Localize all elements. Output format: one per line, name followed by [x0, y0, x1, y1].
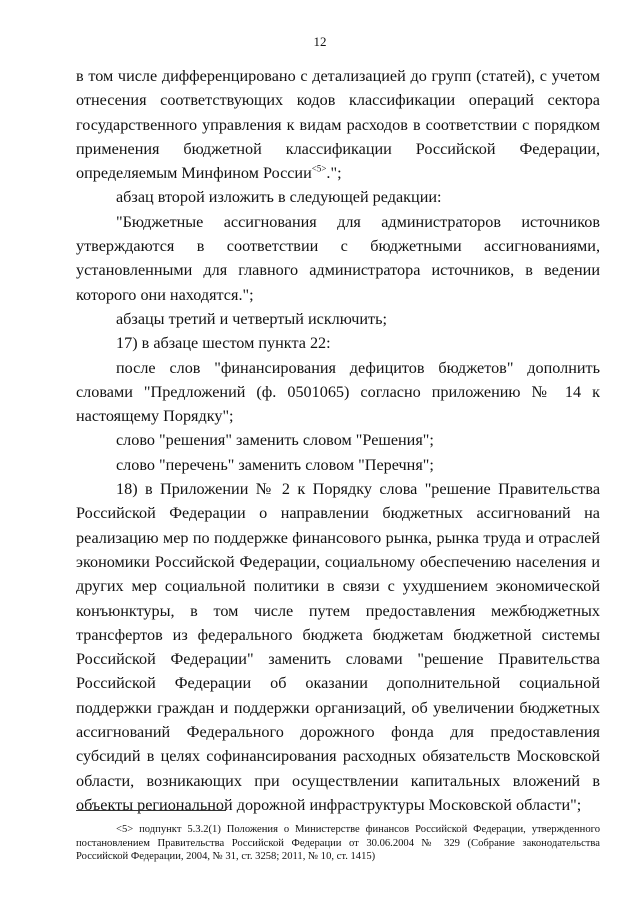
document-body	[76, 64, 600, 817]
paragraph-exclude: абзацы третий и четвертый исключить;	[116, 309, 387, 328]
paragraph-continuation	[76, 64, 600, 185]
footnote-separator	[76, 810, 226, 811]
footnote: <5> подпункт 5.3.2(1) Положения о Министерстве финансов Российской Федерации, утвержденного постановлением Правительства Российской Федерации от 30.06.2004 № 329 (Собрание законодательства Российской Федерации, 2004, № 31, ст. 3258; 2011, № 10, ст. 1415)	[76, 824, 600, 863]
footnote-reference: <5>	[311, 163, 327, 174]
paragraph-item-17: 17) в абзаце шестом пункта 22:	[116, 334, 331, 353]
paragraph-replace-resheniya: слово "решения" заменить словом "Решения";	[116, 431, 434, 450]
page-number: 12	[313, 34, 327, 49]
paragraph-abzac-second: абзац второй изложить в следующей редакции:	[116, 188, 442, 207]
paragraph-quoted-text: "Бюджетные ассигнования для администраторов источников утверждаются в соответствии с бюджетными ассигнованиями, установленными для главного администратора источников, в ведении которого они находятся.";	[76, 212, 600, 304]
paragraph-text: в том числе дифференцировано с детализацией до групп (статей), с учетом отнесения соответствующих кодов классификации операций сектора государственного управления к видам расходов в соответствии с порядком применения бюджетной классификации Российской Федерации, определяемым Минфином России	[76, 67, 600, 183]
paragraph-item-18: 18) в Приложении № 2 к Порядку слова "решение Правительства Российской Федерации о направлении бюджетных ассигнований на реализацию мер по поддержке финансового рынка, рынка труда и отраслей экономики Российской Федерации, социальному обеспечению населения и других мер социальной политики в связи с ухудшением экономической конъюнктуры, в том числе путем предоставления межбюджетных трансфертов из федерального бюджета бюджетам бюджетной системы Российской Федерации" заменить словами "решение Правительства Российской Федерации об оказании дополнительной социальной поддержки граждан и поддержки организаций, об увеличении бюджетных ассигнований Федерального дорожного фонда для предоставления субсидий в целях софинансирования расходных обязательств Московской области, возникающих при осуществлении капитальных вложений в объекты региональной дорожной инфраструктуры Московской области";	[76, 480, 600, 814]
paragraph-ending: .";	[326, 164, 342, 183]
paragraph-replace-perechen: слово "перечень" заменить словом "Перечня";	[116, 455, 434, 474]
paragraph-add-words: после слов "финансирования дефицитов бюджетов" дополнить словами "Предложений (ф. 0501065) согласно приложению № 14 к настоящему Порядку";	[76, 358, 600, 426]
